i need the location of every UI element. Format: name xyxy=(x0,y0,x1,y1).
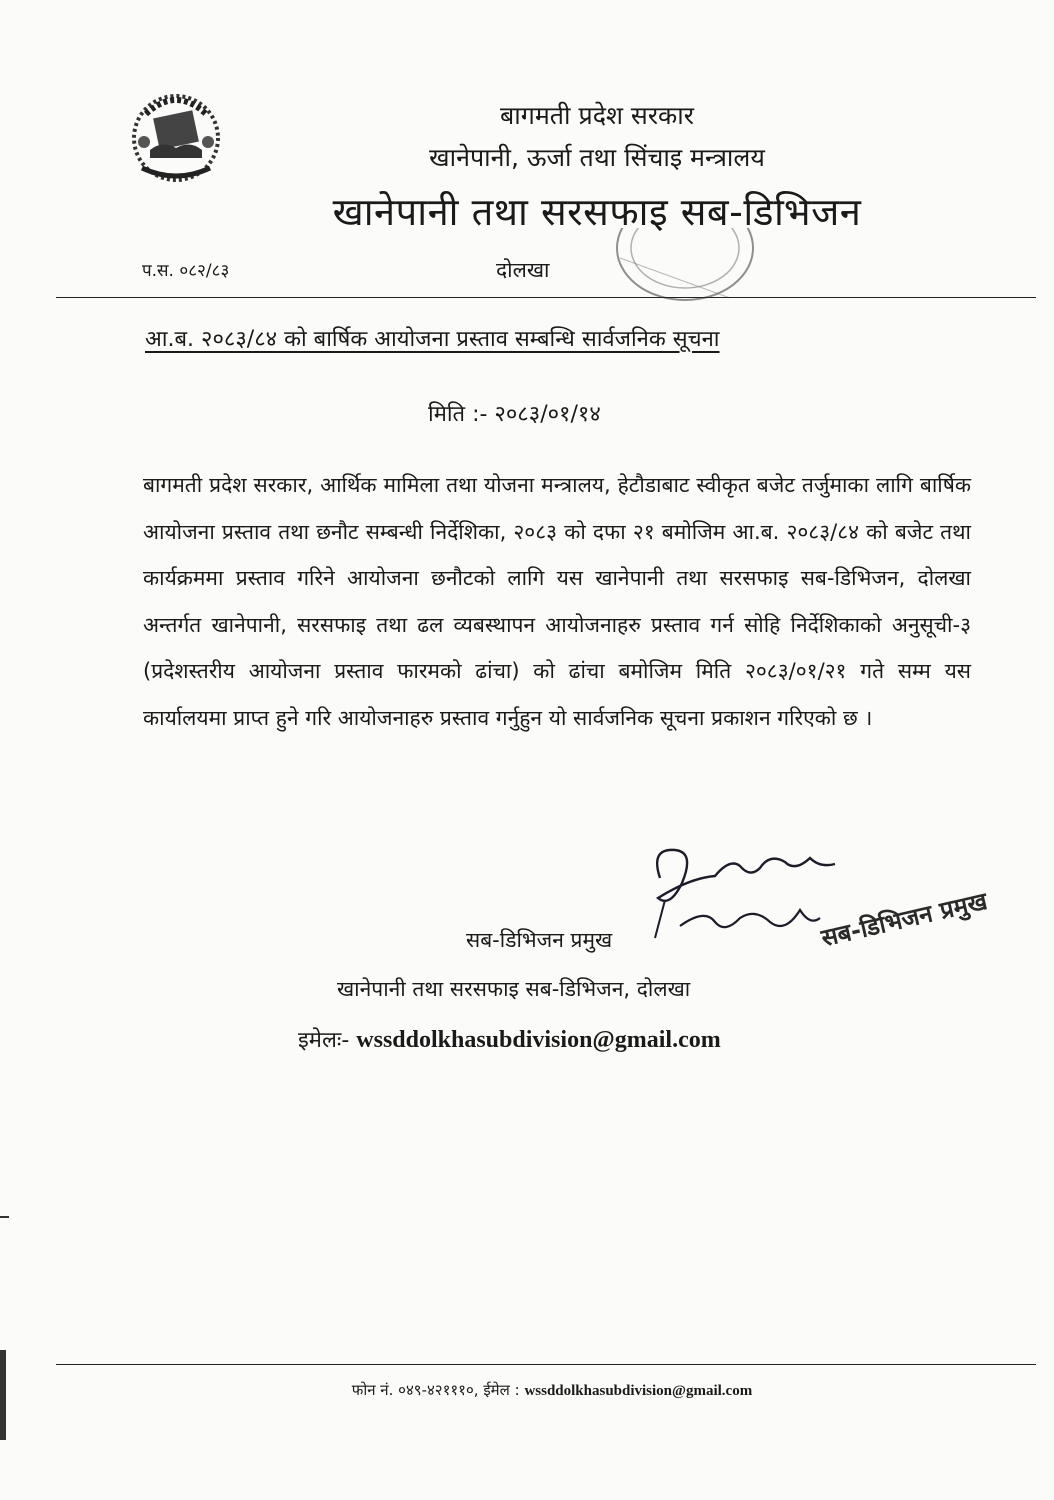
scan-edge-mark xyxy=(0,1350,6,1440)
email-label: इमेलः- xyxy=(298,1028,350,1053)
reference-number: प.स. ०८२/८३ xyxy=(142,261,230,281)
office-name: खानेपानी तथा सरसफाइ सब-डिभिजन xyxy=(332,190,862,234)
notice-date: मिति :- २०८३/०१/१४ xyxy=(428,402,601,427)
footer-email: wssddolkhasubdivision@gmail.com xyxy=(524,1383,753,1399)
signatory-office: खानेपानी तथा सरसफाइ सब-डिभिजन, दोलखा xyxy=(337,977,691,1001)
footer-phone: फोन नं. ०४९-४२१११०, ईमेल : xyxy=(351,1381,520,1399)
ministry-name: खानेपानी, ऊर्जा तथा सिंचाइ मन्त्रालय xyxy=(429,143,765,172)
page-footer xyxy=(0,1380,1054,1400)
footer-divider xyxy=(56,1364,1036,1365)
header-divider xyxy=(56,297,1036,298)
signatory-title: सब-डिभिजन प्रमुख xyxy=(466,928,613,952)
office-seal-stamp xyxy=(590,228,760,320)
handwritten-signature xyxy=(620,838,850,948)
notice-body: बागमती प्रदेश सरकार, आर्थिक मामिला तथा योजना मन्त्रालय, हेटौडाबाट स्वीकृत बजेट तर्जुमाका लागि बार्षिक आयोजना प्रस्ताव तथा छनौट सम्बन्धी निर्देशिका, २०८३ को दफा २१ बमोजिम आ.ब. २०८३/८४ को बजेट तथा कार्यक्रममा प्रस्ताव गरिने आयोजना छनौटको लागि यस खानेपानी तथा सरसफाइ सब-डिभिजन, दोलखा अन्तर्गत खानेपानी, सरसफाइ तथा ढल व्यबस्थापन आयोजनाहरु प्रस्ताव गर्न सोहि निर्देशिकाको अनुसूची-३ (प्रदेशस्तरीय आयोजना प्रस्ताव फारमको ढांचा) को ढांचा बमोजिम मिति २०८३/०१/२१ गते सम्म यस कार्यालयमा प्राप्त हुने गरि आयोजनाहरु प्रस्ताव गर्नुहुन यो सार्वजनिक सूचना प्रकाशन गरिएको छ । xyxy=(143,473,971,730)
office-email: wssddolkhasubdivision@gmail.com xyxy=(356,1027,721,1053)
contact-email-line xyxy=(298,1024,721,1054)
notice-subject: आ.ब. २०८३/८४ को बार्षिक आयोजना प्रस्ताव सम्बन्धि सार्वजनिक सूचना xyxy=(145,327,720,352)
office-location: दोलखा xyxy=(496,258,550,282)
designation-stamp: सब-डिभिजन प्रमुख xyxy=(818,886,990,953)
scan-edge-mark xyxy=(0,1216,9,1218)
government-name: बागमती प्रदेश सरकार xyxy=(500,101,694,130)
